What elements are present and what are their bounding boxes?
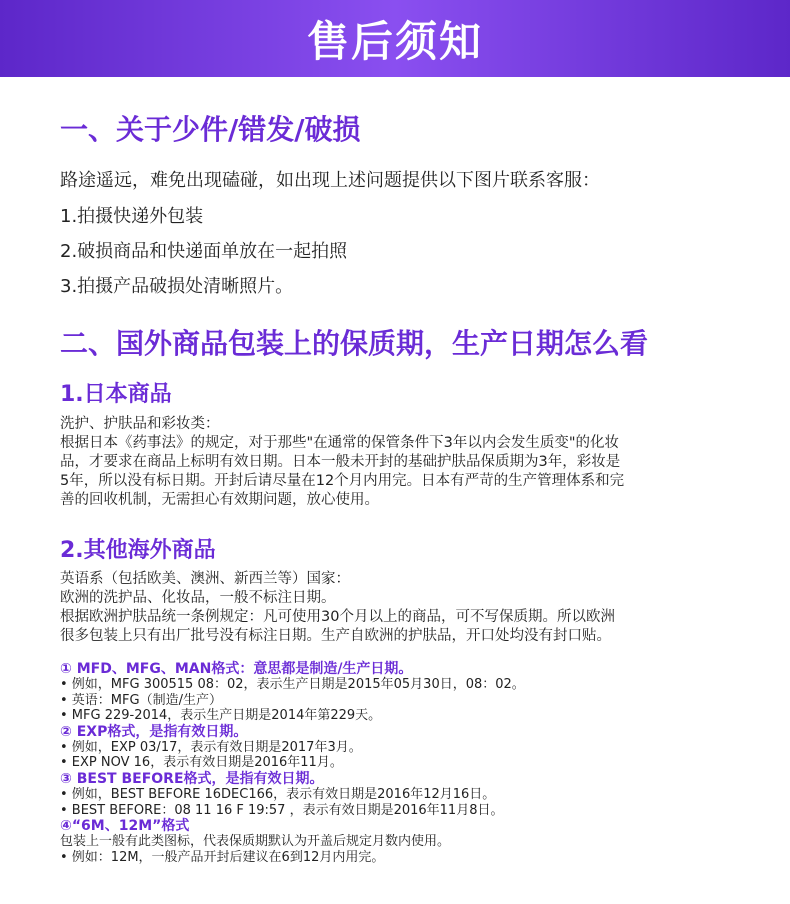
section1-line: 1.拍摄快递外包装 [60,206,204,227]
section1-line: 2.破损商品和快递面单放在一起拍照 [60,241,348,262]
format-item: • EXP NOV 16，表示有效日期是2016年11月。 [60,755,343,771]
overseas-line: 根据欧洲护肤品统一条例规定：凡可使用30个月以上的商品，可不写保质期。所以欧洲 [60,609,615,625]
japan-line: 5年，所以没有标日期。开封后请尽量在12个月内用完。日本有严苛的生产管理体系和完 [60,473,625,489]
japan-paragraph [60,415,750,510]
section1-line: 3.拍摄产品破损处清晰照片。 [60,276,294,297]
overseas-heading: 2.其他海外商品 [60,538,216,563]
format-item: • 例如：12M，一般产品开封后建议在6到12月内用完。 [60,849,385,865]
japan-line: 品，才要求在商品上标明有效日期。日本一般未开封的基础护肤品保质期为3年，彩妆是 [60,454,621,470]
overseas-line: 很多包装上只有出厂批号没有标注日期。生产自欧洲的护肤品，开口处均没有封口贴。 [60,628,611,644]
overseas-paragraph [60,570,750,646]
format-heading: ① MFD、MFG、MAN格式：意思都是制造/生产日期。 [60,661,413,677]
japan-heading: 1.日本商品 [60,382,172,407]
section1-title: 一、关于少件/错发/破损 [60,113,361,146]
format-heading: ③ BEST BEFORE格式，是指有效日期。 [60,770,324,787]
section1-line: 路途遥远，难免出现磕碰，如出现上述问题提供以下图片联系客服： [60,170,600,191]
banner-title: 售后须知 [306,16,483,66]
format-item: • MFG 229-2014，表示生产日期是2014年第229天。 [60,708,382,724]
format-item: • 例如，EXP 03/17，表示有效日期是2017年3月。 [60,739,362,755]
overseas-line: 欧洲的洗护品、化妆品，一般不标注日期。 [60,590,336,606]
format-item: • 英语：MFG（制造/生产） [60,692,222,708]
japan-line: 善的回收机制，无需担心有效期问题，放心使用。 [60,492,379,508]
format-heading: ④“6M、12M”格式 [60,818,190,835]
section2-title: 二、国外商品包装上的保质期，生产日期怎么看 [60,327,649,360]
format-item: • 例如，BEST BEFORE 16DEC166，表示有效日期是2016年12月16日。 [60,786,496,802]
date-formats [60,661,760,865]
format-item: • 例如，MFG 300515 08：02，表示生产日期是2015年05月30日，08：02。 [60,677,525,692]
overseas-line: 英语系（包括欧美、澳洲、新西兰等）国家： [60,571,350,587]
format-item: 包装上一般有此类图标，代表保质期默认为开盖后规定月数内使用。 [60,834,451,850]
japan-line: 根据日本《药事法》的规定，对于那些"在通常的保管条件下3年以内会发生质变"的化妆 [60,435,620,451]
banner [0,0,790,77]
format-heading: ② EXP格式，是指有效日期。 [60,723,248,740]
japan-line: 洗护、护肤品和彩妆类： [60,416,220,432]
format-item: • BEST BEFORE：08 11 16 F 19:57 ，表示有效日期是2016年11月8日。 [60,802,504,818]
